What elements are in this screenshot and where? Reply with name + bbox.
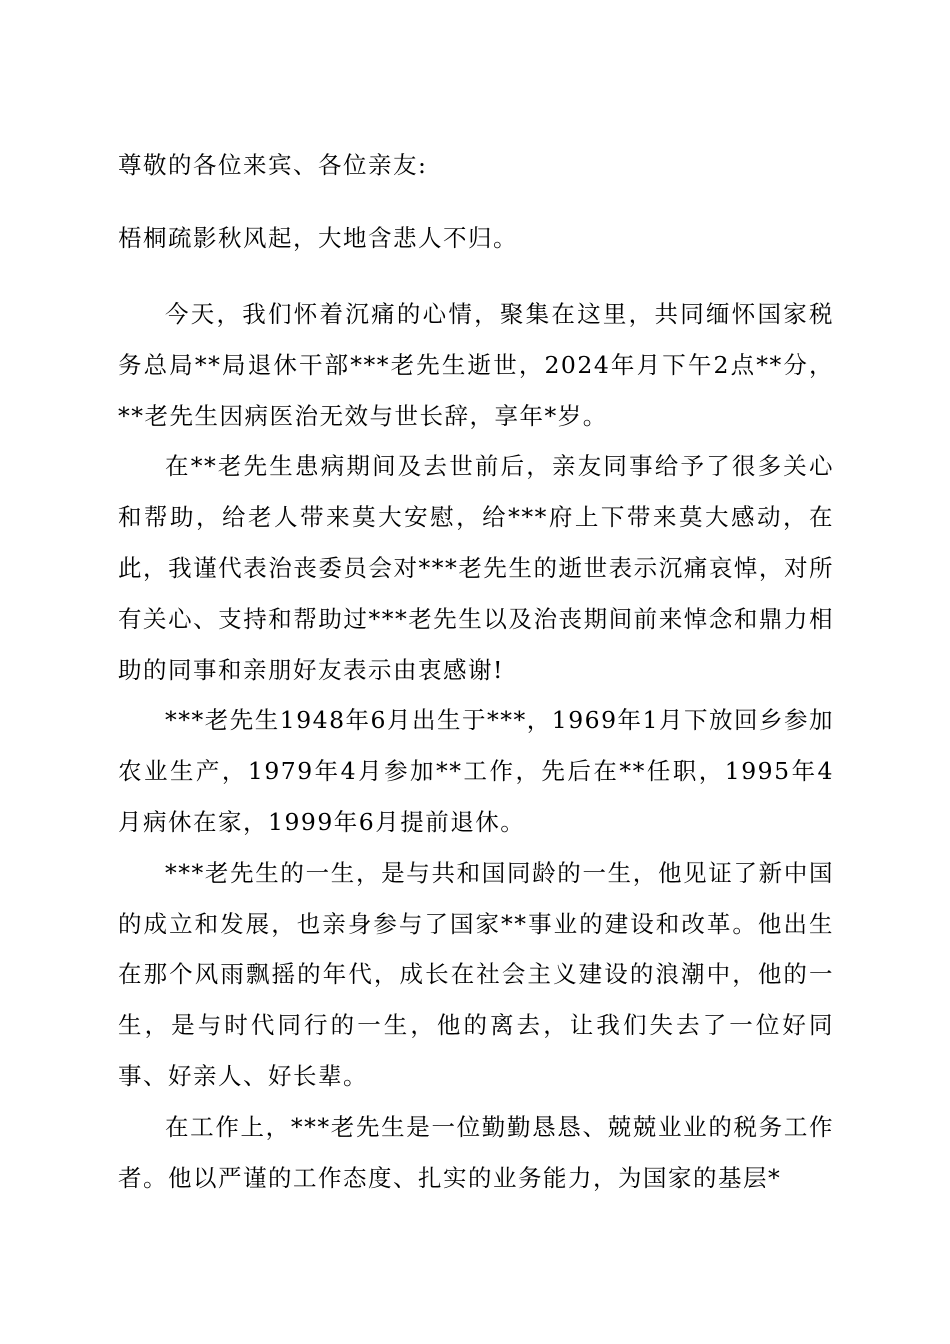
opening-line: 梧桐疏影秋风起，大地含悲人不归。 — [118, 224, 518, 252]
opening-block — [118, 213, 834, 264]
salutation-block — [118, 140, 834, 191]
paragraph-1: 今天，我们怀着沉痛的心情，聚集在这里，共同缅怀国家税务总局**局退休干部***老先生逝世，2024年月下午2点**分，**老先生因病医治无效与世长辞，享年*岁。 — [118, 300, 834, 430]
paragraph-4: ***老先生的一生，是与共和国同龄的一生，他见证了新中国的成立和发展，也亲身参与了国家**事业的建设和改革。他出生在那个风雨飘摇的年代，成长在社会主义建设的浪潮中，他的一生，是与时代同行的一生，他的离去，让我们失去了一位好同事、好亲人、好长辈。 — [118, 858, 834, 1090]
body-text — [118, 289, 834, 1203]
paragraph-5: 在工作上，***老先生是一位勤勤恳恳、兢兢业业的税务工作者。他以严谨的工作态度、扎实的业务能力，为国家的基层* — [118, 1112, 834, 1192]
paragraph-2: 在**老先生患病期间及去世前后，亲友同事给予了很多关心和帮助，给老人带来莫大安慰，给***府上下带来莫大感动，在此，我谨代表治丧委员会对***老先生的逝世表示沉痛哀悼，对所有关心、支持和帮助过***老先生以及治丧期间前来悼念和鼎力相助的同事和亲朋好友表示由衷感谢! — [118, 452, 834, 684]
paragraph-3: ***老先生1948年6月出生于***，1969年1月下放回乡参加农业生产，1979年4月参加**工作，先后在**任职，1995年4月病休在家，1999年6月提前退休。 — [118, 706, 835, 836]
salutation: 尊敬的各位来宾、各位亲友: — [118, 151, 428, 179]
